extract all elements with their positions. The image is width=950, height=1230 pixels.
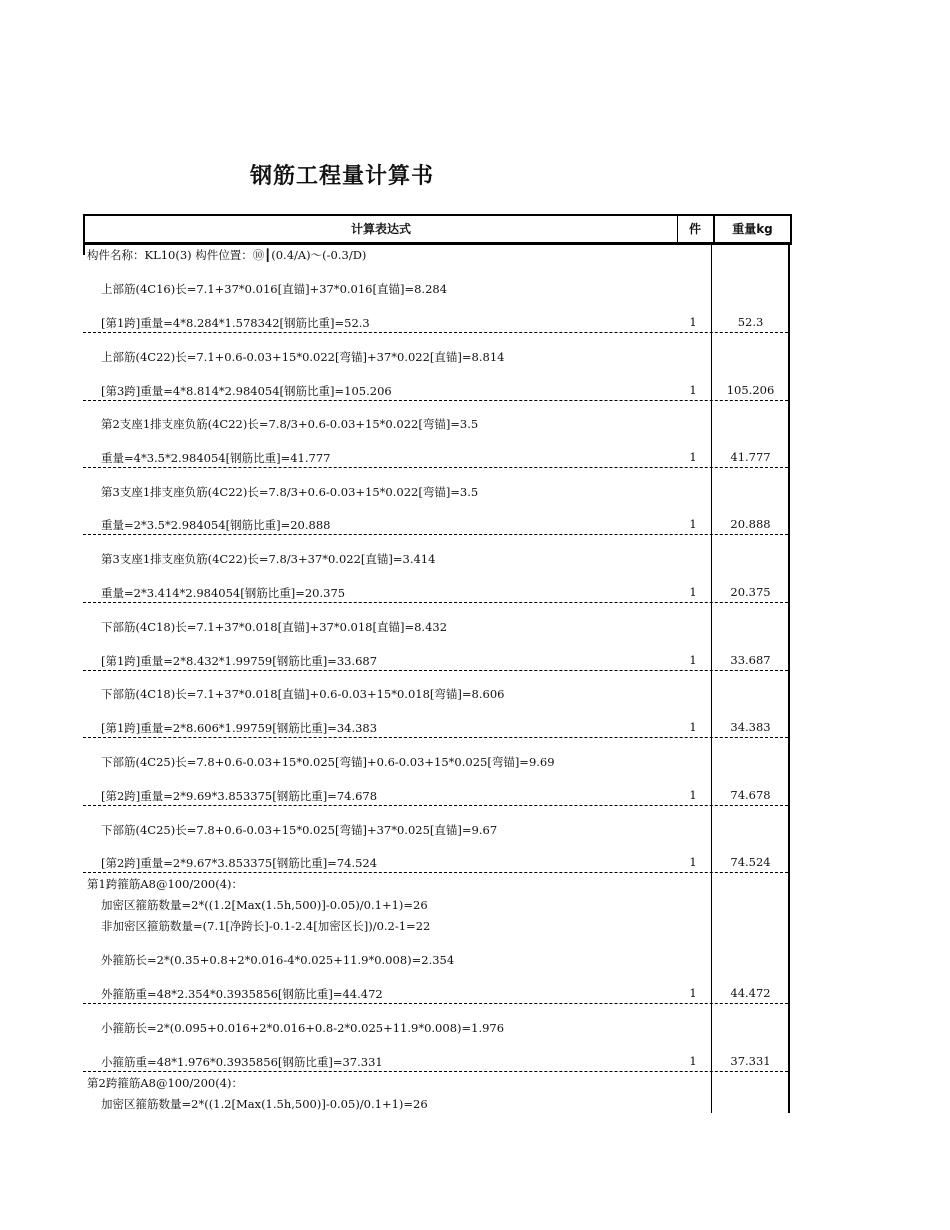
item-weight: 52.3 (737, 315, 764, 329)
item-weight: 33.687 (730, 653, 771, 667)
row-separator (83, 872, 788, 873)
item-description: 下部筋(4C18)长=7.1+37*0.018[直锚]+37*0.018[直锚]=8.432 (101, 620, 448, 634)
item-count: 1 (689, 720, 697, 734)
item-count: 1 (689, 788, 697, 802)
table-left-border (83, 245, 85, 255)
stirrup-sparse-count: 非加密区箍筋数量=(7.1[净跨长]-0.1-2.4[加密区长])/0.2-1=22 (101, 919, 431, 933)
row-separator (83, 332, 788, 333)
page-title: 钢筋工程量计算书 (250, 164, 435, 189)
outer-stirrup-weight: 外箍筋重=48*2.354*0.3935856[钢筋比重]=44.472 (101, 987, 383, 1001)
item-description: 第2支座1排支座负筋(4C22)长=7.8/3+0.6-0.03+15*0.022[弯锚]=3.5 (101, 417, 479, 431)
outer-stirrup-length: 外箍筋长=2*(0.35+0.8+2*0.016-4*0.025+11.9*0.008)=2.354 (101, 953, 455, 967)
header-count: 件 (677, 216, 715, 242)
item-count: 1 (689, 450, 697, 464)
item-calculation: 重量=4*3.5*2.984054[钢筋比重]=41.777 (101, 451, 331, 465)
item-description: 下部筋(4C25)长=7.8+0.6-0.03+15*0.025[弯锚]+37*0.025[直锚]=9.67 (101, 823, 498, 837)
row-separator (83, 1071, 788, 1072)
item-calculation: 重量=2*3.414*2.984054[钢筋比重]=20.375 (101, 586, 346, 600)
row-separator (83, 534, 788, 535)
item-count: 1 (689, 1054, 697, 1068)
item-weight: 20.888 (730, 517, 771, 531)
row-separator (83, 400, 788, 401)
item-weight: 44.472 (730, 986, 771, 1000)
item-calculation: [第2跨]重量=2*9.69*3.853375[钢筋比重]=74.678 (101, 789, 378, 803)
stirrup-heading: 第1跨箍筋A8@100/200(4)： (87, 877, 244, 891)
item-description: 上部筋(4C22)长=7.1+0.6-0.03+15*0.022[弯锚]+37*0.022[直锚]=8.814 (101, 350, 505, 364)
item-description: 下部筋(4C18)长=7.1+37*0.018[直锚]+0.6-0.03+15*0.018[弯锚]=8.606 (101, 687, 505, 701)
weight-column-divider (711, 245, 712, 1113)
item-count: 1 (689, 986, 697, 1000)
item-weight: 105.206 (726, 383, 775, 397)
table-right-border (788, 245, 790, 1113)
stirrup-heading: 第2跨箍筋A8@100/200(4)： (87, 1076, 244, 1090)
row-separator (83, 602, 788, 603)
item-count: 1 (689, 383, 697, 397)
item-calculation: [第3跨]重量=4*8.814*2.984054[钢筋比重]=105.206 (101, 384, 392, 398)
item-weight: 74.678 (730, 788, 771, 802)
item-weight: 37.331 (730, 1054, 771, 1068)
stirrup-dense-count: 加密区箍筋数量=2*((1.2[Max(1.5h,500)]-0.05)/0.1+1)=26 (101, 1097, 428, 1111)
header-expression: 计算表达式 (85, 216, 678, 242)
item-description: 第3支座1排支座负筋(4C22)长=7.8/3+37*0.022[直锚]=3.414 (101, 552, 436, 566)
item-calculation: [第1跨]重量=2*8.606*1.99759[钢筋比重]=34.383 (101, 721, 378, 735)
header-weight: 重量kg (732, 222, 773, 236)
item-calculation: 重量=2*3.5*2.984054[钢筋比重]=20.888 (101, 518, 331, 532)
component-info: 构件名称：KL10(3) 构件位置：⑩┃(0.4/A)～(-0.3/D) (87, 248, 367, 262)
item-calculation: [第1跨]重量=2*8.432*1.99759[钢筋比重]=33.687 (101, 654, 378, 668)
item-description: 上部筋(4C16)长=7.1+37*0.016[直锚]+37*0.016[直锚]=8.284 (101, 282, 448, 296)
item-count: 1 (689, 855, 697, 869)
calculation-table (83, 214, 790, 1113)
item-weight: 41.777 (730, 450, 771, 464)
inner-stirrup-length: 小箍筋长=2*(0.095+0.016+2*0.016+0.8-2*0.025+11.9*0.008)=1.976 (101, 1021, 505, 1035)
item-weight: 34.383 (730, 720, 771, 734)
row-separator (83, 670, 788, 671)
row-separator (83, 467, 788, 468)
inner-stirrup-weight: 小箍筋重=48*1.976*0.3935856[钢筋比重]=37.331 (101, 1055, 383, 1069)
item-count: 1 (689, 315, 697, 329)
item-count: 1 (689, 517, 697, 531)
item-count: 1 (689, 653, 697, 667)
item-description: 下部筋(4C25)长=7.8+0.6-0.03+15*0.025[弯锚]+0.6-0.03+15*0.025[弯锚]=9.69 (101, 755, 555, 769)
table-header (83, 214, 792, 245)
item-calculation: [第2跨]重量=2*9.67*3.853375[钢筋比重]=74.524 (101, 856, 378, 870)
row-separator (83, 805, 788, 806)
row-separator (83, 737, 788, 738)
item-weight: 20.375 (730, 585, 771, 599)
row-separator (83, 1003, 788, 1004)
item-description: 第3支座1排支座负筋(4C22)长=7.8/3+0.6-0.03+15*0.022[弯锚]=3.5 (101, 485, 479, 499)
item-calculation: [第1跨]重量=4*8.284*1.578342[钢筋比重]=52.3 (101, 316, 370, 330)
item-count: 1 (689, 585, 697, 599)
item-weight: 74.524 (730, 855, 771, 869)
stirrup-dense-count: 加密区箍筋数量=2*((1.2[Max(1.5h,500)]-0.05)/0.1+1)=26 (101, 898, 428, 912)
